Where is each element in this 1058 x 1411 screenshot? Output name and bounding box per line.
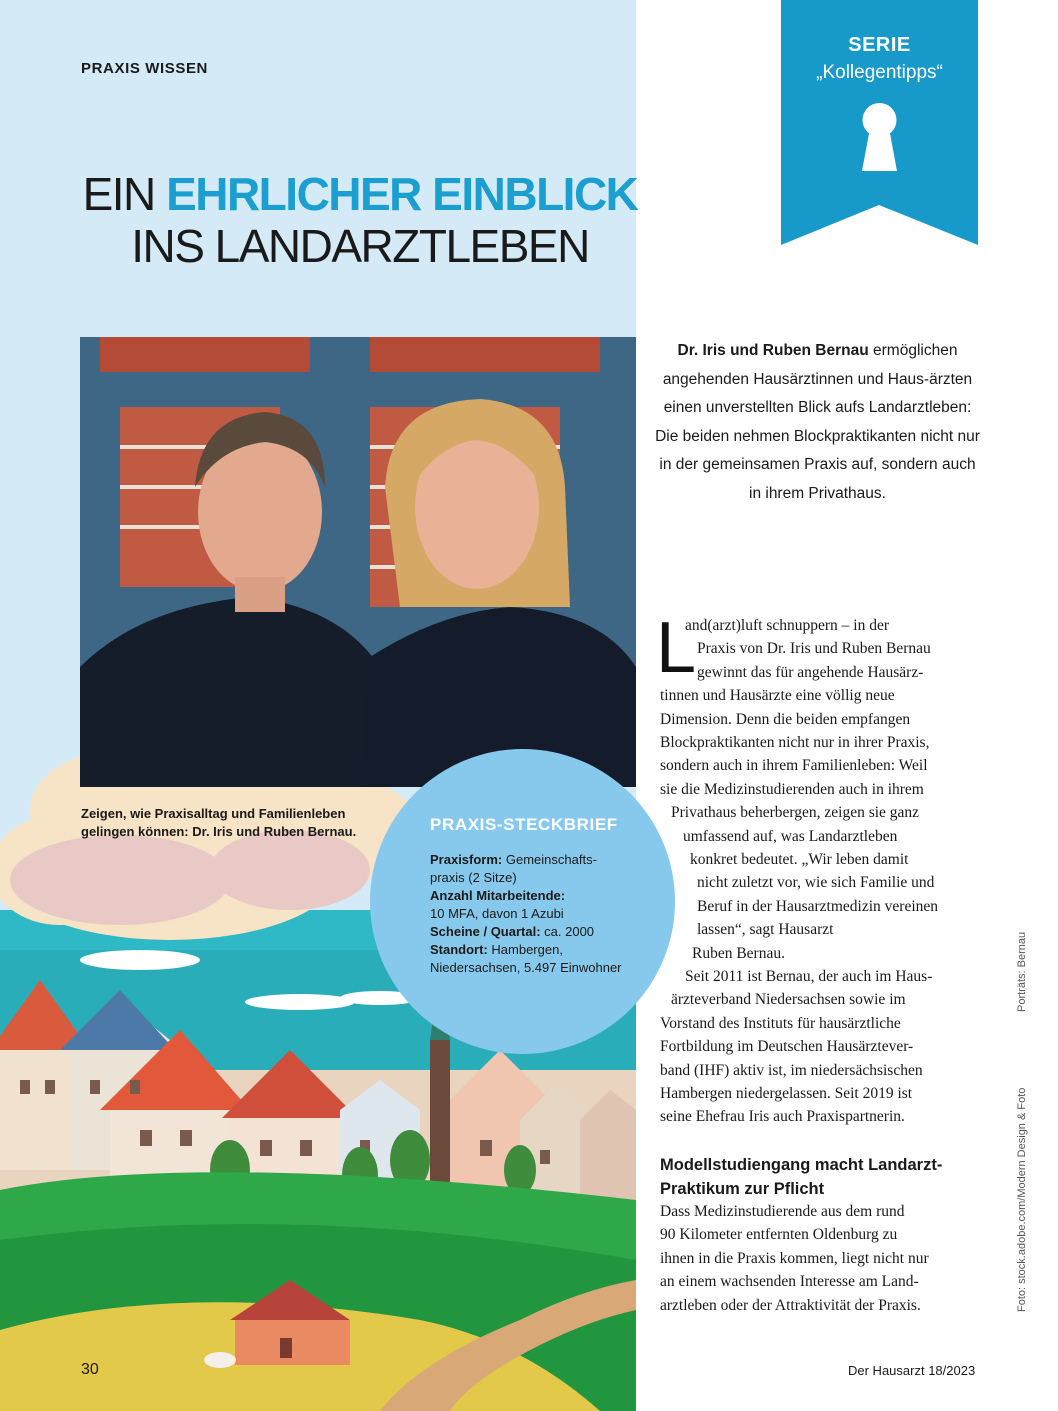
article-line: Privathaus beherbergen, zeigen sie ganz <box>671 804 920 822</box>
credit-portraits: Porträts: Bernau <box>1016 931 1028 1012</box>
article-line: seine Ehefrau Iris auch Praxispartnerin. <box>660 1108 905 1126</box>
magazine-issue: Der Hausarzt 18/2023 <box>848 1363 976 1378</box>
headline <box>60 168 660 272</box>
article-line: Hambergen niedergelassen. Seit 2019 ist <box>660 1085 913 1102</box>
article-line: Dimension. Denn die beiden empfangen <box>660 710 911 728</box>
article-line: tinnen und Hausärzte eine völlig neue <box>660 687 895 705</box>
article-line: sie die Medizinstudierenden auch in ihrem <box>660 780 924 798</box>
steckbrief-item: Scheine / Quartal: ca. 2000 <box>430 924 595 939</box>
article-line: Praxis von Dr. Iris und Ruben Bernau <box>697 640 931 658</box>
drop-cap: L <box>656 608 697 688</box>
photo-caption: Zeigen, wie Praxisalltag und Familienleben gelingen können: Dr. Iris und Ruben Bernau. <box>81 806 357 839</box>
headline-highlight: EHRLICHER EINBLICK <box>166 168 638 220</box>
article-subheading: Modellstudiengang macht Landarzt-Praktikum zur Pflicht <box>660 1156 943 1198</box>
steckbrief-item: Anzahl Mitarbeitende: 10 MFA, davon 1 Azubi <box>430 888 566 921</box>
article-line: Beruf in der Hausarztmedizin vereinen <box>697 897 939 915</box>
headline-line2: INS LANDARZTLEBEN <box>131 220 589 272</box>
article-line: nicht zuletzt vor, wie sich Familie und <box>697 874 935 892</box>
article-line: Dass Medizinstudierende aus dem rund <box>660 1203 905 1220</box>
steckbrief-item: Standort: Hambergen, Niedersachsen, 5.497 Einwohner <box>430 942 622 975</box>
article-line: an einem wachsenden Interesse am Land- <box>660 1273 919 1291</box>
article-line: lassen“, sagt Hausarzt <box>697 921 834 939</box>
credit-photo: Foto: stock.adobe.com/Modern Design & Foto <box>1016 1087 1028 1312</box>
section-label: PRAXIS WISSEN <box>81 60 208 77</box>
headline-part1: EIN <box>82 168 167 220</box>
article-line: Vorstand des Instituts für hausärztliche <box>660 1014 901 1032</box>
couple-portrait-photo <box>80 337 636 787</box>
article-line: gewinnt das für angehende Hausärz- <box>697 663 924 681</box>
article-line: umfassend auf, was Landarztleben <box>683 827 898 845</box>
intro-paragraph: Dr. Iris und Ruben Bernau ermöglichen angehenden Hausärztinnen und Haus-ärzten einen unverstellten Blick aufs Landarztleben: Die beiden nehmen Blockpraktikanten nicht nur in der gemeinsamen Praxis auf, sondern auch in ihrem Privathaus. <box>655 342 980 502</box>
banner-title: SERIE <box>848 34 911 56</box>
article-line: 90 Kilometer entfernten Oldenburg zu <box>660 1226 898 1244</box>
banner-subtitle: „Kollegentipps“ <box>816 62 943 83</box>
article-line: sondern auch in ihrem Familienleben: Weil <box>660 757 928 775</box>
article-line: konkret bedeutet. „Wir leben damit <box>690 851 909 868</box>
article-line: ärzteverband Niedersachsen sowie im <box>671 991 906 1009</box>
article-line: band (IHF) aktiv ist, im niedersächsischen <box>660 1061 923 1079</box>
article-line: Fortbildung im Deutschen Hausärztever- <box>660 1038 914 1056</box>
article-line: Blockpraktikanten nicht nur in ihrer Praxis, <box>660 734 930 751</box>
article-line: Ruben Bernau. <box>692 944 785 962</box>
article-line: ihnen in die Praxis kommen, liegt nicht nur <box>660 1249 929 1267</box>
steckbrief-list <box>430 851 630 977</box>
article-line: and(arzt)luft schnuppern – in der <box>685 617 890 634</box>
page-number: 30 <box>81 1361 99 1378</box>
article-line: Seit 2011 ist Bernau, der auch im Haus- <box>685 968 933 985</box>
article-line: arztleben oder der Attraktivität der Praxis. <box>660 1296 921 1314</box>
steckbrief-item: Praxisform: Gemeinschafts-praxis (2 Sitze) <box>430 852 597 885</box>
steckbrief-title: PRAXIS-STECKBRIEF <box>430 815 618 834</box>
